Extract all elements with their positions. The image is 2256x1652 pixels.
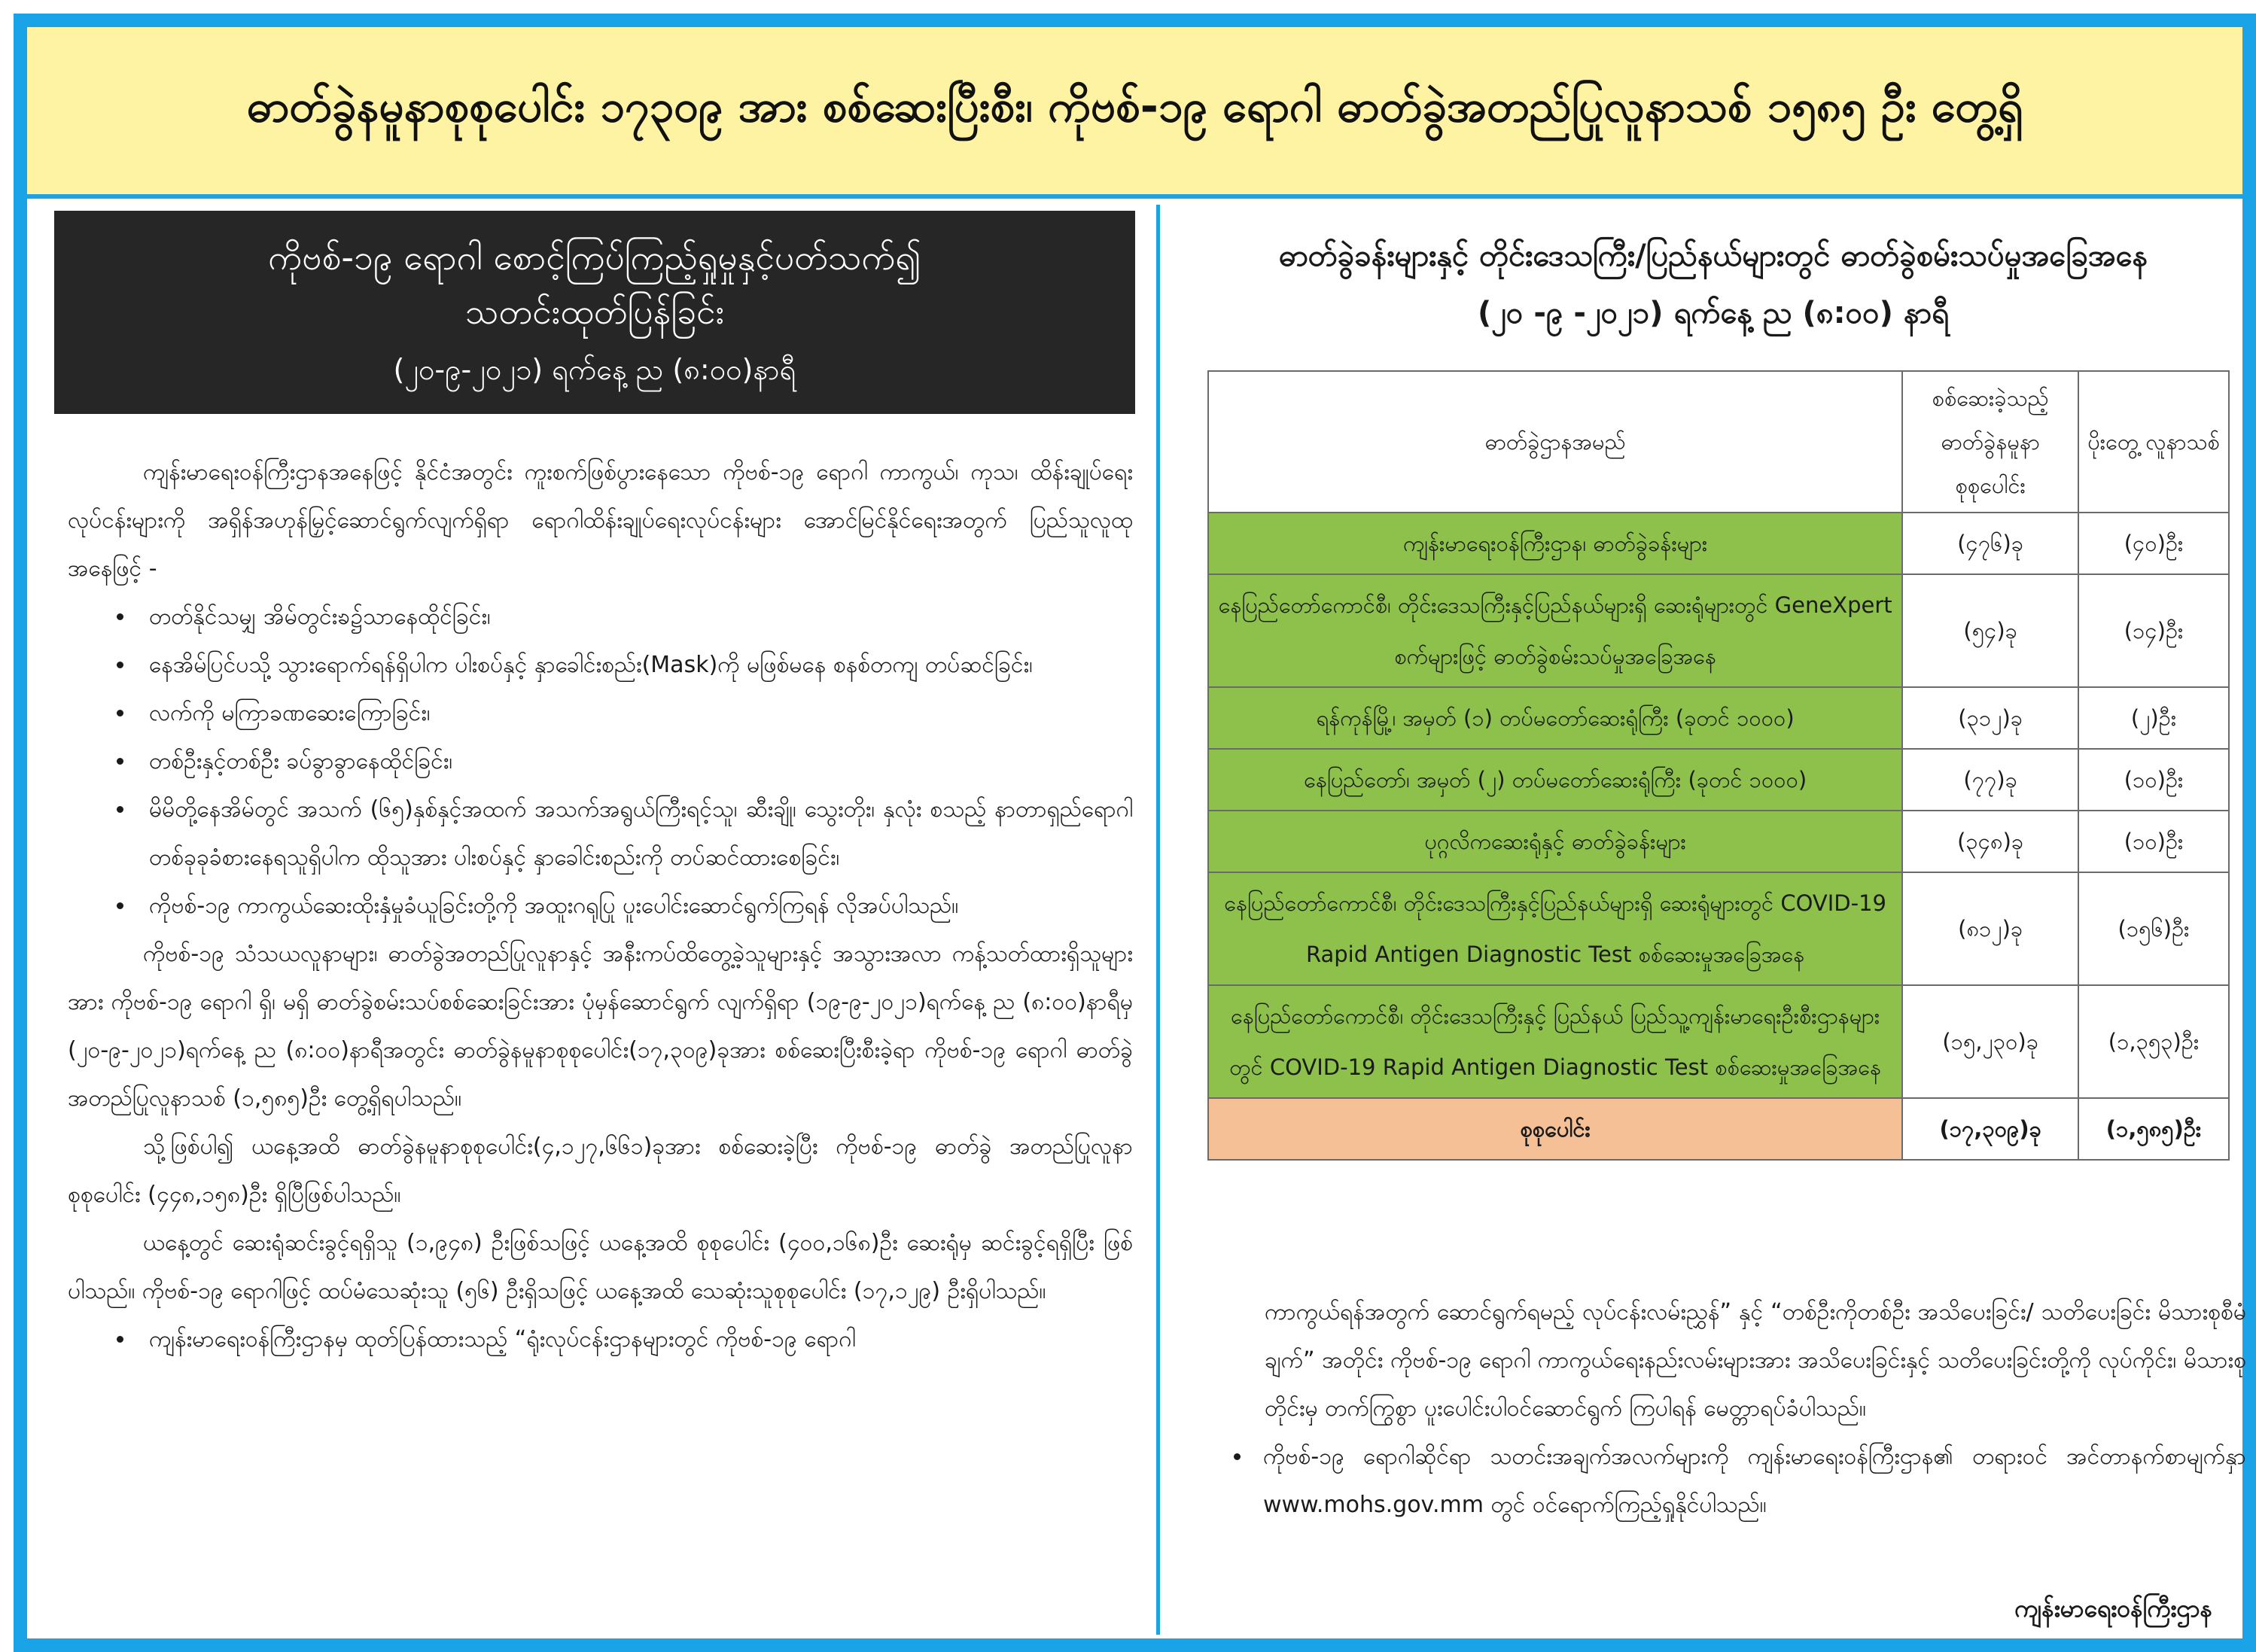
header-samples: စစ်ဆေးခဲ့သည့် ဓာတ်ခွဲနမူနာ စုစုပေါင်း [1902, 371, 2078, 513]
guideline-list [68, 1316, 1133, 1364]
positive-count: (၂)ဦး [2078, 687, 2229, 749]
headline: ဓာတ်ခွဲနမူနာစုစုပေါင်း ၁၇၃၀၉ အား စစ်ဆေးပြီးစီး၊ ကိုဗစ်-၁၉ ရောဂါ ဓာတ်ခွဲအတည်ပြုလူနာသစ် ၁၅၈၅ ဦး တွေ့ရှိ [27, 27, 2242, 199]
table-row [1208, 811, 2229, 872]
news-frame [14, 14, 2256, 1652]
lab-name: နေပြည်တော်၊ အမှတ် (၂) တပ်မတော်ဆေးရုံကြီး (ခုတင် ၁၀၀၀) [1208, 749, 1902, 811]
column-divider [1156, 205, 1160, 1635]
table-row [1208, 687, 2229, 749]
header-positive: ပိုးတွေ့ လူနာသစ် [2078, 371, 2229, 513]
positive-count: (၁၀)ဦး [2078, 811, 2229, 872]
sample-count: (၅၄)ခု [1902, 574, 2078, 687]
info-list [1222, 1433, 2246, 1529]
ministry-signature: ကျန်းမာရေးဝန်ကြီးဌာန [2014, 1594, 2212, 1623]
lab-name: နေပြည်တော်ကောင်စီ၊ တိုင်းဒေသကြီးနှင့်ပြည်နယ်များရှိ ဆေးရုံများတွင် GeneXpert စက်များဖြင့် ဓာတ်ခွဲစမ်းသပ်မှုအခြေအနေ [1208, 574, 1902, 687]
table-row [1208, 749, 2229, 811]
table-header-row [1208, 371, 2229, 513]
press-date: (၂၀-၉-၂၀၂၁) ရက်နေ့ ည (၈:၀၀)နာရီ [393, 353, 796, 386]
sample-count: (၃၁၂)ခု [1902, 687, 2078, 749]
lab-name: နေပြည်တော်ကောင်စီ၊ တိုင်းဒေသကြီးနှင့်ပြည်နယ်များရှိ ဆေးရုံများတွင် COVID-19 Rapid Antigen Diagnostic Test စစ်ဆေးမှုအခြေအနေ [1208, 872, 1902, 985]
intro-paragraph: ကျန်းမာရေးဝန်ကြီးဌာနအနေဖြင့် နိုင်ငံအတွင်း ကူးစက်ဖြစ်ပွားနေသော ကိုဗစ်-၁၉ ရောဂါ ကာကွယ်၊ ကုသ၊ ထိန်းချုပ်ရေးလုပ်ငန်းများကို အရှိန်အဟုန်မြှင့်ဆောင်ရွက်လျက်ရှိရာ ရောဂါထိန်းချုပ်ရေးလုပ်ငန်းများ အောင်မြင်နိုင်ရေးအတွက် ပြည်သူလူထုအနေဖြင့် - [68, 459, 1133, 582]
left-article [68, 449, 1133, 1364]
advice-list [68, 593, 1133, 930]
total-positive: (၁,၅၈၅)ဦး [2078, 1098, 2229, 1160]
advice-item: • လက်ကို မကြာခဏဆေးကြောခြင်း၊ [135, 689, 1133, 738]
advice-item: • မိမိတို့နေအိမ်တွင် အသက် (၆၅)နှစ်နှင့်အထက် အသက်အရွယ်ကြီးရင့်သူ၊ ဆီးချို၊ သွေးတိုး၊ နှလုံး စသည့် နာတာရှည်ရောဂါတစ်ခုခုခံစားနေရသူရှိပါက ထိုသူအား ပါးစပ်နှင့် နှာခေါင်းစည်းကို တပ်ဆင်ထားစေခြင်း၊ [135, 786, 1133, 882]
advice-item: • နေအိမ်ပြင်ပသို့ သွားရောက်ရန်ရှိပါက ပါးစပ်နှင့် နှာခေါင်းစည်း(Mask)ကို မဖြစ်မနေ စနစ်တကျ တပ်ဆင်ခြင်း၊ [135, 641, 1133, 689]
table-date: (၂၀ -၉ -၂၀၂၁) ရက်နေ့ ည (၈:၀၀) နာရီ [1478, 296, 1949, 330]
lab-name: ရန်ကုန်မြို့၊ အမှတ် (၁) တပ်မတော်ဆေးရုံကြီး (ခုတင် ၁၀၀၀) [1208, 687, 1902, 749]
positive-count: (၁၅၆)ဦး [2078, 872, 2229, 985]
table-row [1208, 872, 2229, 985]
advice-item: • ကိုဗစ်-၁၉ ကာကွယ်ဆေးထိုးနှံမှုခံယူခြင်းတို့ကို အထူးဂရုပြု ပူးပေါင်းဆောင်ရွက်ကြရန် လိုအပ်ပါသည်။ [135, 882, 1133, 930]
sample-count: (၃၄၈)ခု [1902, 811, 2078, 872]
cumulative-paragraph: သို့ဖြစ်ပါ၍ ယနေ့အထိ ဓာတ်ခွဲနမူနာစုစုပေါင်း(၄,၁၂၇,၆၆၁)ခုအား စစ်ဆေးခဲ့ပြီး ကိုဗစ်-၁၉ ဓာတ်ခွဲ အတည်ပြုလူနာ စုစုပေါင်း (၄၄၈,၁၅၈)ဦး ရှိပြီဖြစ်ပါသည်။ [68, 1133, 1133, 1208]
table-total-row [1208, 1098, 2229, 1160]
press-title-line2: သတင်းထုတ်ပြန်ခြင်း [464, 291, 725, 332]
advice-item: • တတ်နိုင်သမျှ အိမ်တွင်းၶ၌သာနေထိုင်ခြင်း၊ [135, 593, 1133, 641]
press-title-line1: ကိုဗစ်-၁၉ ရောဂါ စောင့်ကြပ်ကြည့်ရှုမှုနှင့်ပတ်သက်၍ [268, 237, 921, 278]
lab-results-table [1207, 370, 2230, 1161]
website-info-item: • ကိုဗစ်-၁၉ ရောဂါဆိုင်ရာ သတင်းအချက်အလက်များကို ကျန်းမာရေးဝန်ကြီးဌာန၏ တရားဝင် အင်တာနက်စာမျက်နှာ www.mohs.gov.mm တွင် ဝင်ရောက်ကြည့်ရှုနိုင်ပါသည်။ [1253, 1433, 2246, 1529]
table-row [1208, 513, 2229, 574]
right-article [1222, 1288, 2246, 1529]
sample-count: (၇၇)ခု [1902, 749, 2078, 811]
positive-count: (၁၀)ဦး [2078, 749, 2229, 811]
table-row [1208, 985, 2229, 1098]
positive-count: (၁၄)ဦး [2078, 574, 2229, 687]
header-lab-name: ဓာတ်ခွဲဌာနအမည် [1208, 371, 1902, 513]
positive-count: (၁,၃၅၃)ဦး [2078, 985, 2229, 1098]
press-release-banner [54, 211, 1135, 414]
table-title: ဓာတ်ခွဲခန်းများနှင့် တိုင်းဒေသကြီး/ပြည်နယ်များတွင် ဓာတ်ခွဲစမ်းသပ်မှုအခြေအနေ [1278, 239, 2148, 273]
table-heading [1186, 227, 2240, 342]
sample-count: (၁၅,၂၃၀)ခု [1902, 985, 2078, 1098]
total-samples: (၁၇,၃၀၉)ခု [1902, 1098, 2078, 1160]
guideline-item: • ကျန်းမာရေးဝန်ကြီးဌာနမှ ထုတ်ပြန်ထားသည့် “ရုံးလုပ်ငန်းဌာနများတွင် ကိုဗစ်-၁၉ ရောဂါ [135, 1316, 1133, 1364]
sample-count: (၄၇၆)ခု [1902, 513, 2078, 574]
total-label: စုစုပေါင်း [1208, 1098, 1902, 1160]
lab-name: ကျန်းမာရေးဝန်ကြီးဌာန၊ ဓာတ်ခွဲခန်းများ [1208, 513, 1902, 574]
lab-name: ပုဂ္ဂလိကဆေးရုံနှင့် ဓာတ်ခွဲခန်းများ [1208, 811, 1902, 872]
table-row [1208, 574, 2229, 687]
discharge-paragraph: ယနေ့တွင် ဆေးရုံဆင်းခွင့်ရရှိသူ (၁,၉၄၈) ဦးဖြစ်သဖြင့် ယနေ့အထိ စုစုပေါင်း (၄၀၀,၁၆၈)ဦး ဆေးရုံမှ ဆင်းခွင့်ရရှိပြီး ဖြစ်ပါသည်။ ကိုဗစ်-၁၉ ရောဂါဖြင့် ထပ်မံသေဆုံးသူ (၅၆) ဦးရှိသဖြင့် ယနေ့အထိ သေဆုံးသူစုစုပေါင်း (၁၇,၁၂၉) ဦးရှိပါသည်။ [68, 1230, 1133, 1304]
sample-count: (၈၁၂)ခု [1902, 872, 2078, 985]
advice-item: • တစ်ဦးနှင့်တစ်ဦး ခပ်ခွာခွာနေထိုင်ခြင်း၊ [135, 738, 1133, 786]
guideline-continuation: ကာကွယ်ရန်အတွက် ဆောင်ရွက်ရမည့် လုပ်ငန်းလမ်းညွှန်” နှင့် “တစ်ဦးကိုတစ်ဦး အသိပေးခြင်း/ သတိပေးခြင်း မိသားစုစီမံချက်” အတိုင်း ကိုဗစ်-၁၉ ရောဂါ ကာကွယ်ရေးနည်းလမ်းများအား အသိပေးခြင်းနှင့် သတိပေးခြင်းတို့ကို လုပ်ကိုင်း၊ မိသားစုတိုင်းမှ တက်ကြွစွာ ပူးပေါင်းပါဝင်ဆောင်ရွက် ကြပါရန် မေတ္တာရပ်ခံပါသည်။ [1265, 1299, 2246, 1422]
positive-count: (၄၀)ဦး [2078, 513, 2229, 574]
testing-paragraph: ကိုဗစ်-၁၉ သံသယလူနာများ၊ ဓာတ်ခွဲအတည်ပြုလူနာနှင့် အနီးကပ်ထိတွေ့ခဲ့သူများနှင့် အသွားအလာ ကန့်သတ်ထားရှိသူများအား ကိုဗစ်-၁၉ ရောဂါ ရှိ၊ မရှိ ဓာတ်ခွဲစမ်းသပ်စစ်ဆေးခြင်းအား ပုံမှန်ဆောင်ရွက် လျက်ရှိရာ (၁၉-၉-၂၀၂၁)ရက်နေ့ ည (၈:၀၀)နာရီမှ (၂၀-၉-၂၀၂၁)ရက်နေ့ ည (၈:၀၀)နာရီအတွင်း ဓာတ်ခွဲနမူနာစုစုပေါင်း(၁၇,၃၀၉)ခုအား စစ်ဆေးပြီးစီးခဲ့ရာ ကိုဗစ်-၁၉ ရောဂါ ဓာတ်ခွဲအတည်ပြုလူနာသစ် (၁,၅၈၅)ဦး တွေ့ရှိရပါသည်။ [68, 941, 1133, 1112]
lab-name: နေပြည်တော်ကောင်စီ၊ တိုင်းဒေသကြီးနှင့် ပြည်နယ် ပြည်သူ့ကျန်းမာရေးဦးစီးဌာနများတွင် COVID-19 Rapid Antigen Diagnostic Test စစ်ဆေးမှုအခြေအနေ [1208, 985, 1902, 1098]
